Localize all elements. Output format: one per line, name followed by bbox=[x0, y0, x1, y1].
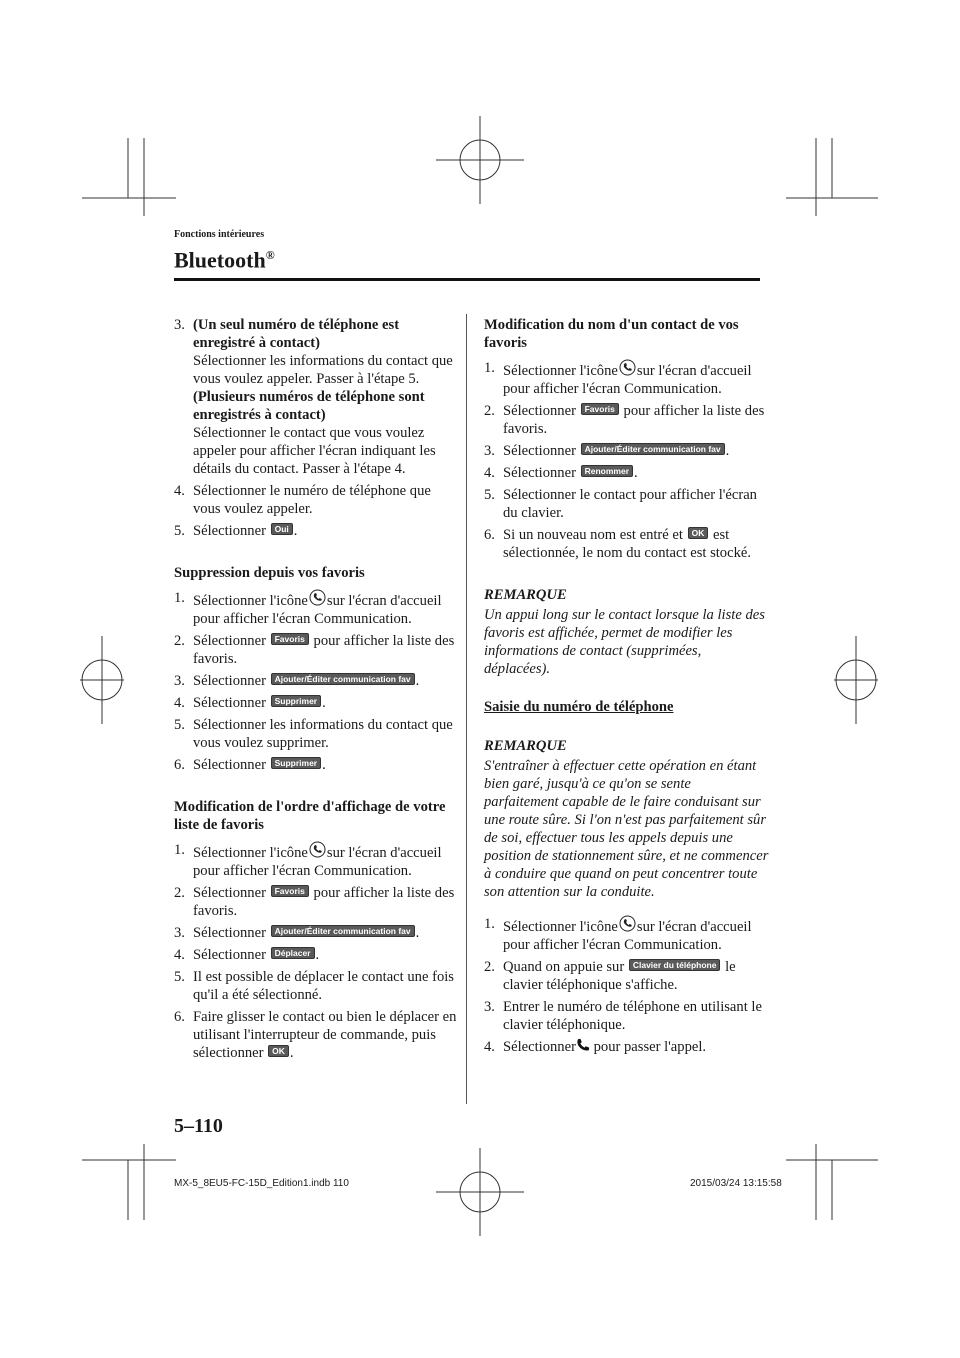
step-text: le clavier téléphonique s'affiche. bbox=[503, 959, 736, 993]
dial-steps bbox=[484, 915, 769, 1056]
step-text: Sélectionner le numéro de téléphone que vous voulez appeler. bbox=[193, 483, 431, 517]
list-item bbox=[174, 589, 459, 628]
step-number: 5. bbox=[174, 523, 185, 539]
step-number: 1. bbox=[174, 842, 185, 858]
note-text: Un appui long sur le contact lorsque la liste des favoris est affichée, permet de modifier les informations de contact (supprimées, déplacées). bbox=[484, 607, 765, 677]
step-text: Sélectionner bbox=[193, 633, 266, 649]
ok-button: OK bbox=[688, 527, 709, 539]
step-text: Sélectionner bbox=[193, 523, 266, 539]
list-item bbox=[484, 359, 769, 398]
step-text: Sélectionner bbox=[193, 947, 266, 963]
communication-icon bbox=[309, 841, 326, 858]
list-item bbox=[484, 958, 769, 994]
step-text: est sélectionnée, le nom du contact est stocké. bbox=[503, 527, 752, 561]
list-item: 3. Sélectionner Ajouter/Éditer communication fav . bbox=[484, 443, 730, 459]
ok-button: OK bbox=[268, 1045, 289, 1057]
step-number: 3. bbox=[484, 443, 495, 459]
communication-icon bbox=[619, 359, 636, 376]
edit-favorites-button: Ajouter/Éditer communication fav bbox=[271, 925, 415, 937]
step-text: pour afficher la liste des favoris. bbox=[193, 885, 455, 919]
right-column bbox=[484, 316, 769, 1060]
print-file-label: MX-5_8EU5-FC-15D_Edition1.indb 110 bbox=[174, 1178, 349, 1189]
list-item bbox=[174, 716, 459, 752]
step-number: 2. bbox=[174, 885, 185, 901]
list-item bbox=[174, 482, 459, 518]
step-text: pour passer l'appel. bbox=[593, 1039, 707, 1055]
step-text: Sélectionner l'icône bbox=[503, 363, 618, 379]
step-number: 3. bbox=[174, 673, 185, 689]
left-column bbox=[174, 316, 459, 1066]
step-number: 4. bbox=[174, 695, 185, 711]
registered-mark: ® bbox=[265, 248, 275, 262]
print-timestamp: 2015/03/24 13:15:58 bbox=[690, 1178, 782, 1189]
step-text: sur l'écran d'accueil pour afficher l'écran Communication. bbox=[193, 593, 442, 627]
step-number: 4. bbox=[484, 1039, 495, 1055]
step-text: Sélectionner l'icône bbox=[503, 919, 618, 935]
step-text: Sélectionner bbox=[193, 885, 266, 901]
list-item bbox=[484, 526, 769, 562]
list-item: 5. Sélectionner Oui . bbox=[174, 523, 298, 539]
step-number: 6. bbox=[174, 1009, 185, 1025]
list-item bbox=[174, 632, 459, 668]
step-heading: (Plusieurs numéros de téléphone sont enregistrés à contact) bbox=[193, 389, 425, 423]
step-number: 1. bbox=[484, 360, 495, 376]
list-item bbox=[484, 998, 769, 1034]
step-text: sur l'écran d'accueil pour afficher l'écran Communication. bbox=[503, 363, 752, 397]
step-text: Sélectionner l'icône bbox=[193, 845, 308, 861]
step-number: 5. bbox=[174, 717, 185, 733]
supprimer-button: Supprimer bbox=[271, 757, 322, 769]
step-number: 6. bbox=[484, 527, 495, 543]
step-text: Sélectionner l'icône bbox=[193, 593, 308, 609]
step-number: 6. bbox=[174, 757, 185, 773]
section-label: Fonctions intérieures bbox=[174, 229, 265, 240]
step-text: sur l'écran d'accueil pour afficher l'écran Communication. bbox=[193, 845, 442, 879]
step-text: Sélectionner le contact pour afficher l'écran du clavier. bbox=[503, 487, 757, 521]
header-rule bbox=[174, 278, 760, 281]
list-item bbox=[174, 841, 459, 880]
step-text: Sélectionner les informations du contact que vous voulez appeler. Passer à l'étape 5. bbox=[193, 353, 453, 387]
step-text: Sélectionner bbox=[193, 673, 266, 689]
dial-heading: Saisie du numéro de téléphone bbox=[484, 699, 674, 715]
step-text: Sélectionner les informations du contact que vous voulez supprimer. bbox=[193, 717, 453, 751]
list-item bbox=[174, 316, 459, 478]
deplacer-button: Déplacer bbox=[271, 947, 315, 959]
step-number: 3. bbox=[174, 925, 185, 941]
step-number: 3. bbox=[174, 317, 185, 333]
step-text: Sélectionner bbox=[503, 443, 576, 459]
list-item bbox=[484, 402, 769, 438]
favoris-button: Favoris bbox=[581, 403, 619, 415]
communication-icon bbox=[309, 589, 326, 606]
favoris-button: Favoris bbox=[271, 885, 309, 897]
list-item bbox=[174, 968, 459, 1004]
step-text: pour afficher la liste des favoris. bbox=[193, 633, 455, 667]
step-number: 2. bbox=[484, 959, 495, 975]
keypad-button: Clavier du téléphone bbox=[629, 959, 721, 971]
step-text: Sélectionner bbox=[503, 403, 576, 419]
list-item bbox=[484, 915, 769, 954]
step-number: 5. bbox=[174, 969, 185, 985]
step-number: 1. bbox=[174, 590, 185, 606]
step-text: Si un nouveau nom est entré et bbox=[503, 527, 683, 543]
step-number: 5. bbox=[484, 487, 495, 503]
step-text: Sélectionner bbox=[503, 465, 576, 481]
step-text: Il est possible de déplacer le contact une fois qu'il a été sélectionné. bbox=[193, 969, 454, 1003]
step-text: Faire glisser le contact ou bien le déplacer en utilisant l'interrupteur de commande, puis sélectionner bbox=[193, 1009, 457, 1061]
note-title: REMARQUE bbox=[484, 738, 567, 754]
page-title bbox=[174, 242, 275, 273]
deletion-heading: Suppression depuis vos favoris bbox=[174, 565, 365, 581]
supprimer-button: Supprimer bbox=[271, 695, 322, 707]
step-number: 1. bbox=[484, 916, 495, 932]
list-item: 3. Sélectionner Ajouter/Éditer communication fav . bbox=[174, 673, 420, 689]
list-item: 4. Sélectionner Supprimer . bbox=[174, 695, 326, 711]
order-heading: Modification de l'ordre d'affichage de votre liste de favoris bbox=[174, 799, 446, 833]
step-text: Quand on appuie sur bbox=[503, 959, 625, 975]
page-title-text: Bluetooth bbox=[174, 247, 266, 273]
oui-button: Oui bbox=[271, 523, 293, 535]
call-steps bbox=[174, 316, 459, 540]
note-title: REMARQUE bbox=[484, 587, 567, 603]
step-text: Sélectionner bbox=[193, 695, 266, 711]
edit-favorites-button: Ajouter/Éditer communication fav bbox=[581, 443, 725, 455]
column-divider bbox=[466, 314, 467, 1104]
favoris-button: Favoris bbox=[271, 633, 309, 645]
step-number: 4. bbox=[174, 483, 185, 499]
list-item: 6. Sélectionner Supprimer . bbox=[174, 757, 326, 773]
step-number: 4. bbox=[174, 947, 185, 963]
list-item bbox=[174, 884, 459, 920]
communication-icon bbox=[619, 915, 636, 932]
note-text: S'entraîner à effectuer cette opération en étant bien garé, jusqu'à ce qu'on se sente parfaitement capable de le faire conduisant sur une route sûre. Si l'on n'est pas parfaitement sûr de soi, effectuer tous les appels depuis une position de stationnement sûre, et ne commencer à conduire que quand on peut concentrer toute son attention sur la conduite. bbox=[484, 758, 769, 900]
step-number: 2. bbox=[484, 403, 495, 419]
phone-call-icon bbox=[576, 1038, 590, 1052]
order-steps bbox=[174, 841, 459, 1062]
list-item: 3. Sélectionner Ajouter/Éditer communication fav . bbox=[174, 925, 420, 941]
step-number: 4. bbox=[484, 465, 495, 481]
page-number: 5–110 bbox=[174, 1115, 223, 1137]
list-item bbox=[484, 1038, 769, 1056]
step-text: Sélectionner le contact que vous voulez appeler pour afficher l'écran indiquant les détails du contact. Passer à l'étape 4. bbox=[193, 425, 436, 477]
list-item: 4. Sélectionner Renommer . bbox=[484, 465, 638, 481]
step-text: sur l'écran d'accueil pour afficher l'écran Communication. bbox=[503, 919, 752, 953]
list-item bbox=[484, 486, 769, 522]
step-text: pour afficher la liste des favoris. bbox=[503, 403, 765, 437]
step-text: Entrer le numéro de téléphone en utilisant le clavier téléphonique. bbox=[503, 999, 762, 1033]
deletion-steps bbox=[174, 589, 459, 774]
step-text: Sélectionner bbox=[193, 757, 266, 773]
step-number: 3. bbox=[484, 999, 495, 1015]
list-item: 6. Faire glisser le contact ou bien le déplacer en utilisant l'interrupteur de commande, puis sélectionner OK . bbox=[174, 1009, 457, 1061]
step-heading: (Un seul numéro de téléphone est enregistré à contact) bbox=[193, 317, 400, 351]
step-text: Sélectionner bbox=[503, 1039, 576, 1055]
renommer-button: Renommer bbox=[581, 465, 633, 477]
rename-steps bbox=[484, 359, 769, 562]
step-number: 2. bbox=[174, 633, 185, 649]
list-item: 4. Sélectionner Déplacer . bbox=[174, 947, 320, 963]
edit-favorites-button: Ajouter/Éditer communication fav bbox=[271, 673, 415, 685]
rename-heading: Modification du nom d'un contact de vos favoris bbox=[484, 317, 739, 351]
step-text: Sélectionner bbox=[193, 925, 266, 941]
